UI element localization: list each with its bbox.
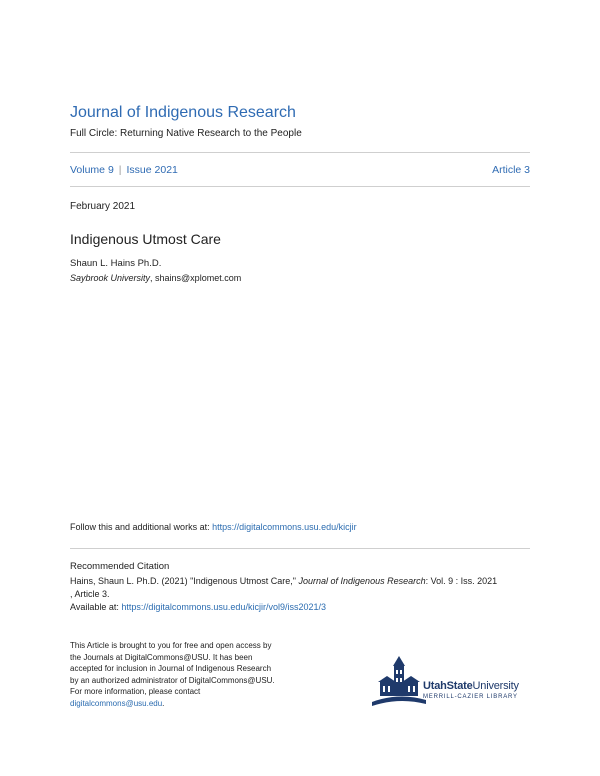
divider-bottom xyxy=(70,186,530,187)
access-notice xyxy=(70,640,310,709)
available-prefix: Available at: xyxy=(70,602,122,612)
citation-journal: Journal of Indigenous Research xyxy=(298,576,426,586)
journal-subtitle: Full Circle: Returning Native Research to the People xyxy=(70,128,302,139)
separator: | xyxy=(118,164,122,176)
article-link[interactable]: Article 3 xyxy=(492,164,530,176)
citation-vol-iss: : Vol. 9 : Iss. 2021 xyxy=(425,576,498,586)
access-line: For more information, please contact xyxy=(70,687,201,696)
affiliation-institution: Saybrook University xyxy=(70,273,151,283)
journal-title[interactable]: Journal of Indigenous Research xyxy=(70,104,296,121)
logo-subtitle: MERRILL-CAZIER LIBRARY xyxy=(423,694,518,700)
access-line: accepted for inclusion in Journal of Indigenous Research xyxy=(70,664,272,673)
follow-link[interactable]: https://digitalcommons.usu.edu/kicjir xyxy=(212,522,357,532)
issue-meta-row xyxy=(70,164,530,176)
article-title: Indigenous Utmost Care xyxy=(70,231,221,247)
publication-date: February 2021 xyxy=(70,201,136,212)
contact-email-link[interactable]: digitalcommons@usu.edu xyxy=(70,698,163,708)
access-line: the Journals at DigitalCommons@USU. It has been xyxy=(70,652,253,662)
volume-link[interactable]: Volume 9 xyxy=(70,164,114,176)
available-link[interactable]: https://digitalcommons.usu.edu/kicjir/vol9/iss2021/3 xyxy=(121,602,326,612)
logo-wordmark-bold: UtahState xyxy=(423,680,473,692)
author-affiliation xyxy=(70,273,241,283)
issue-link[interactable]: Issue 2021 xyxy=(126,164,178,176)
citation-authors: Hains, Shaun L. Ph.D. (2021) "Indigenous Utmost Care," xyxy=(70,576,299,586)
follow-prefix: Follow this and additional works at: xyxy=(70,522,213,532)
access-period: . xyxy=(162,698,165,708)
citation-text xyxy=(70,575,540,614)
follow-line xyxy=(70,522,357,532)
divider-top xyxy=(70,152,530,153)
divider-citation xyxy=(70,548,530,549)
citation-article: , Article 3. xyxy=(70,589,110,599)
citation-heading: Recommended Citation xyxy=(70,561,170,572)
logo-wordmark-light: University xyxy=(472,680,519,692)
access-line: This Article is brought to you for free and open access by xyxy=(70,641,272,650)
access-line: by an authorized administrator of DigitalCommons@USU. xyxy=(70,675,275,685)
article-author: Shaun L. Hains Ph.D. xyxy=(70,258,162,269)
logo-wordmark xyxy=(423,680,519,692)
affiliation-email: , shains@xplomet.com xyxy=(150,273,242,283)
